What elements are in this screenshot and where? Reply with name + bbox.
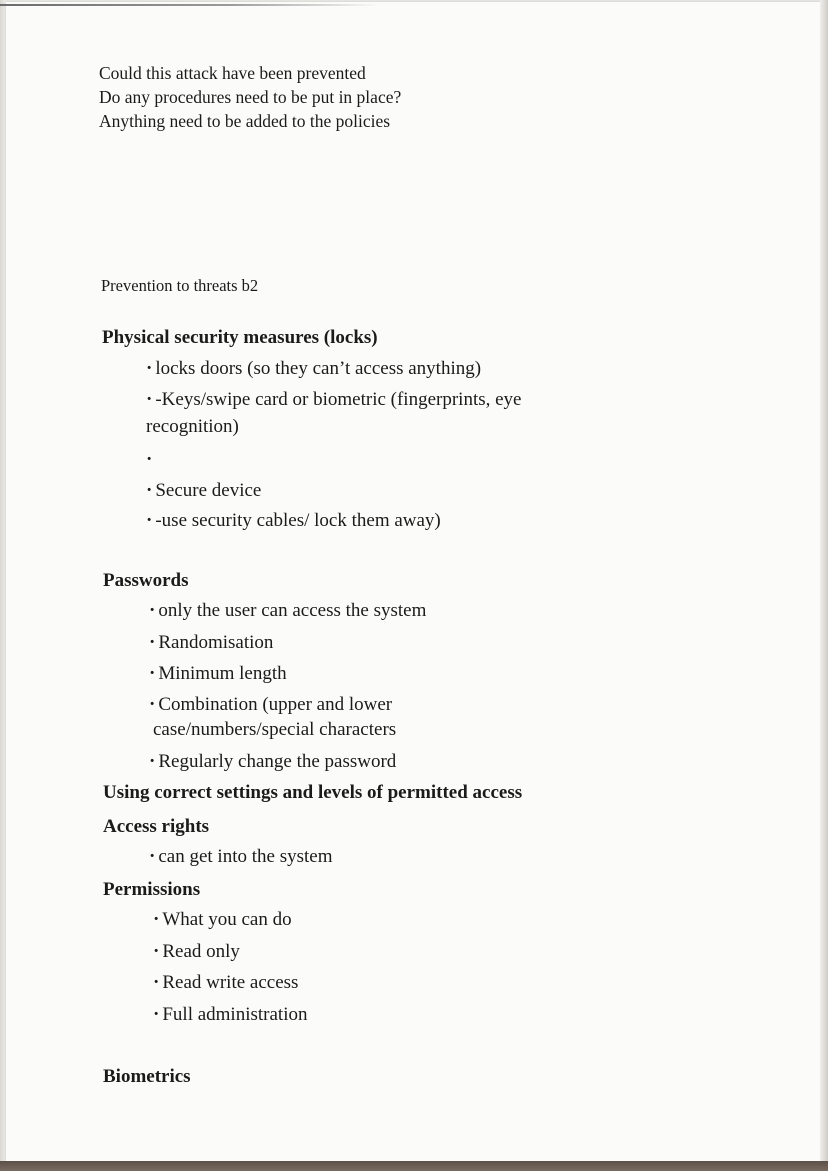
physical-item-cables-text: -use security cables/ lock them away) (155, 510, 441, 531)
passwords-item-user-access-text: only the user can access the system (158, 600, 427, 621)
question-3: Anything need to be added to the policies (99, 111, 391, 131)
physical-item-secure-device-text: Secure device (155, 480, 262, 501)
biometrics-heading: Biometrics (103, 1066, 191, 1087)
passwords-item-randomisation (149, 631, 273, 655)
question-1: Could this attack have been prevented (99, 63, 366, 83)
passwords-item-regularly-change-text: Regularly change the password (158, 751, 397, 772)
permissions-item-read-only-text: Read only (162, 941, 240, 962)
physical-item-keys (146, 388, 522, 412)
page-bottom-edge (0, 1161, 828, 1171)
passwords-item-combination (149, 693, 392, 717)
permissions-item-read-write-text: Read write access (162, 972, 299, 993)
passwords-item-combination-cont: case/numbers/special characters (153, 719, 397, 740)
passwords-item-user-access (149, 599, 426, 623)
permissions-heading: Permissions (103, 879, 201, 900)
page-right-edge (820, 0, 828, 1162)
permissions-item-full-admin (153, 1003, 307, 1027)
page-top-edge (0, 4, 380, 6)
passwords-item-minimum-length (149, 662, 287, 686)
permissions-item-read-write (153, 971, 298, 995)
physical-item-locks-text: locks doors (so they can’t access anything) (155, 358, 482, 379)
access-rights-item-text: can get into the system (158, 846, 333, 867)
permissions-item-full-admin-text: Full administration (162, 1004, 308, 1025)
settings-heading: Using correct settings and levels of permitted access (103, 782, 523, 803)
permissions-item-what-you-can-do-text: What you can do (162, 909, 292, 930)
passwords-item-minimum-length-text: Minimum length (158, 663, 287, 684)
passwords-item-regularly-change (149, 750, 396, 774)
permissions-item-read-only (153, 940, 240, 964)
permissions-item-what-you-can-do (153, 908, 292, 932)
physical-security-heading: Physical security measures (locks) (102, 327, 378, 348)
passwords-item-combination-text: Combination (upper and lower (158, 694, 393, 715)
physical-item-locks (146, 357, 481, 381)
physical-item-keys-cont: recognition) (146, 416, 239, 437)
passwords-heading: Passwords (103, 570, 189, 591)
question-2: Do any procedures need to be put in place? (99, 87, 402, 107)
access-rights-heading: Access rights (103, 816, 210, 837)
physical-item-cables (146, 509, 441, 533)
physical-item-empty (146, 448, 155, 472)
physical-item-keys-text: -Keys/swipe card or biometric (fingerprints, eye (155, 389, 522, 410)
section-subtitle: Prevention to threats b2 (101, 276, 259, 295)
physical-item-secure-device (146, 479, 261, 503)
access-rights-item (149, 845, 332, 869)
passwords-item-randomisation-text: Randomisation (158, 632, 274, 653)
